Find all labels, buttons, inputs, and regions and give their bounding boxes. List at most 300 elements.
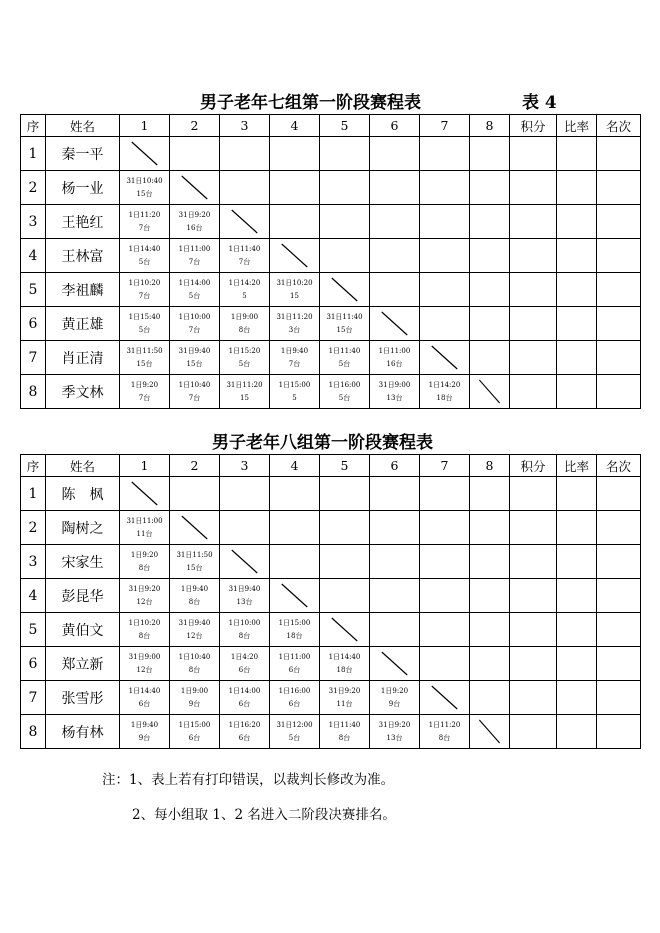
match-cell	[320, 205, 370, 239]
match-cell	[370, 375, 420, 409]
player-name: 张雪彤	[46, 681, 120, 715]
match-cell	[470, 477, 510, 511]
match-cell	[220, 307, 270, 341]
match-table-no: 8台	[238, 632, 251, 640]
match-cell	[220, 273, 270, 307]
match-table-no: 18台	[286, 632, 303, 640]
match-cell	[320, 137, 370, 171]
match-table-no: 12台	[136, 666, 153, 674]
diagonal-slash-icon	[270, 579, 319, 612]
diagonal-slash-icon	[120, 137, 169, 170]
player-seq: 8	[21, 375, 46, 409]
match-table-no: 8台	[238, 326, 251, 334]
player-seq: 4	[21, 239, 46, 273]
match-cell	[420, 647, 470, 681]
player-name: 黄正雄	[46, 307, 120, 341]
ratio-cell	[557, 307, 597, 341]
ratio-cell	[557, 273, 597, 307]
match-cell	[320, 681, 370, 715]
self-match-cell	[270, 579, 320, 613]
match-table-no: 15台	[336, 326, 353, 334]
match-cell	[270, 341, 320, 375]
player-seq: 2	[21, 171, 46, 205]
ratio-cell	[557, 171, 597, 205]
player-name: 秦一平	[46, 137, 120, 171]
player-name: 陶树之	[46, 511, 120, 545]
match-table-no: 5	[242, 292, 247, 300]
player-seq: 1	[21, 477, 46, 511]
match-cell	[370, 477, 420, 511]
player-name: 宋家生	[46, 545, 120, 579]
match-table-no: 7台	[288, 360, 301, 368]
match-cell	[170, 239, 220, 273]
points-cell	[510, 715, 557, 749]
match-cell	[220, 511, 270, 545]
player-name: 黄伯文	[46, 613, 120, 647]
note-line: 注：1、表上若有打印错误，以裁判长修改为准。	[102, 772, 395, 788]
match-cell	[220, 613, 270, 647]
table-tag: 表 4	[522, 93, 557, 113]
match-table-no: 8台	[188, 666, 201, 674]
match-time: 31日10:20	[276, 279, 313, 287]
table-row	[21, 715, 641, 749]
match-cell	[420, 307, 470, 341]
match-time: 1日15:00	[278, 381, 311, 389]
points-cell	[510, 239, 557, 273]
match-table-no: 16台	[386, 360, 403, 368]
points-cell	[510, 613, 557, 647]
match-cell	[370, 545, 420, 579]
match-cell	[120, 205, 170, 239]
player-name: 王艳红	[46, 205, 120, 239]
table-row	[21, 681, 641, 715]
table-title-row	[0, 88, 660, 112]
match-cell	[470, 681, 510, 715]
match-time: 31日11:20	[226, 381, 263, 389]
match-time: 1日14:00	[228, 687, 261, 695]
match-time: 1日9:40	[130, 721, 159, 729]
match-table-no: 15台	[186, 564, 203, 572]
column-header-c5: 5	[320, 455, 370, 477]
rank-cell	[597, 137, 641, 171]
match-table-no: 7台	[238, 258, 251, 266]
match-time: 1日9:20	[380, 687, 409, 695]
diagonal-slash-icon	[120, 477, 169, 510]
self-match-cell	[420, 681, 470, 715]
ratio-cell	[557, 647, 597, 681]
column-header-points: 积分	[510, 115, 557, 137]
diagonal-slash-icon	[320, 613, 369, 646]
self-match-cell	[320, 273, 370, 307]
match-cell	[320, 545, 370, 579]
diagonal-slash-icon	[220, 205, 269, 238]
match-cell	[270, 545, 320, 579]
header-row	[21, 455, 641, 477]
match-cell	[420, 273, 470, 307]
column-header-c4: 4	[270, 115, 320, 137]
table-row	[21, 273, 641, 307]
match-cell	[420, 239, 470, 273]
match-cell	[470, 205, 510, 239]
match-cell	[220, 171, 270, 205]
match-cell	[170, 545, 220, 579]
match-cell	[270, 511, 320, 545]
match-time: 1日11:40	[328, 721, 361, 729]
table-row	[21, 477, 641, 511]
table-row	[21, 511, 641, 545]
schedule-table	[20, 454, 641, 749]
player-seq: 5	[21, 613, 46, 647]
match-cell	[220, 137, 270, 171]
match-time: 31日9:20	[378, 721, 411, 729]
player-name: 杨一业	[46, 171, 120, 205]
match-table-no: 6台	[188, 734, 201, 742]
match-cell	[370, 137, 420, 171]
column-header-seq: 序	[21, 455, 46, 477]
points-cell	[510, 137, 557, 171]
match-cell	[370, 715, 420, 749]
match-cell	[320, 511, 370, 545]
table-row	[21, 205, 641, 239]
table-title: 男子老年八组第一阶段赛程表	[212, 433, 433, 453]
column-header-seq: 序	[21, 115, 46, 137]
match-cell	[170, 579, 220, 613]
match-cell	[270, 477, 320, 511]
ratio-cell	[557, 205, 597, 239]
match-cell	[420, 375, 470, 409]
match-time: 1日14:40	[128, 245, 161, 253]
rank-cell	[597, 239, 641, 273]
player-seq: 3	[21, 205, 46, 239]
rank-cell	[597, 579, 641, 613]
rank-cell	[597, 647, 641, 681]
match-cell	[470, 171, 510, 205]
match-time: 1日9:00	[230, 313, 259, 321]
match-table-no: 15台	[136, 360, 153, 368]
column-header-c3: 3	[220, 115, 270, 137]
ratio-cell	[557, 715, 597, 749]
match-time: 1日11:20	[428, 721, 461, 729]
match-time: 1日4:20	[230, 653, 259, 661]
match-cell	[420, 137, 470, 171]
column-header-c1: 1	[120, 455, 170, 477]
points-cell	[510, 477, 557, 511]
match-table-no: 15台	[186, 360, 203, 368]
match-table-no: 6台	[288, 666, 301, 674]
table-row	[21, 545, 641, 579]
column-header-c2: 2	[170, 455, 220, 477]
match-table-no: 8台	[438, 734, 451, 742]
table-row	[21, 137, 641, 171]
match-cell	[270, 137, 320, 171]
ratio-cell	[557, 477, 597, 511]
match-time: 31日11:20	[276, 313, 313, 321]
match-cell	[420, 545, 470, 579]
match-cell	[120, 375, 170, 409]
match-table-no: 13台	[386, 394, 403, 402]
match-table-no: 5台	[138, 258, 151, 266]
column-header-c7: 7	[420, 115, 470, 137]
match-cell	[370, 613, 420, 647]
match-cell	[420, 205, 470, 239]
match-time: 1日15:00	[278, 619, 311, 627]
match-cell	[320, 239, 370, 273]
match-cell	[220, 341, 270, 375]
rank-cell	[597, 715, 641, 749]
match-cell	[470, 137, 510, 171]
diagonal-slash-icon	[220, 545, 269, 578]
match-time: 1日15:40	[128, 313, 161, 321]
match-time: 1日9:20	[130, 381, 159, 389]
points-cell	[510, 307, 557, 341]
match-time: 1日11:20	[128, 211, 161, 219]
match-table-no: 15	[290, 292, 299, 300]
match-time: 1日9:00	[180, 687, 209, 695]
match-table-no: 8台	[138, 632, 151, 640]
match-time: 31日11:50	[176, 551, 213, 559]
match-cell	[470, 613, 510, 647]
match-table-no: 6台	[238, 700, 251, 708]
match-time: 1日11:40	[228, 245, 261, 253]
table-row	[21, 613, 641, 647]
ratio-cell	[557, 137, 597, 171]
match-cell	[420, 477, 470, 511]
self-match-cell	[370, 307, 420, 341]
match-time: 1日15:00	[178, 721, 211, 729]
match-time: 1日11:00	[378, 347, 411, 355]
self-match-cell	[470, 375, 510, 409]
match-cell	[170, 613, 220, 647]
ratio-cell	[557, 681, 597, 715]
column-header-ratio: 比率	[557, 455, 597, 477]
match-cell	[470, 647, 510, 681]
diagonal-slash-icon	[370, 307, 419, 340]
match-table-no: 5台	[138, 326, 151, 334]
match-cell	[170, 137, 220, 171]
match-table-no: 5台	[188, 292, 201, 300]
points-cell	[510, 511, 557, 545]
match-cell	[220, 375, 270, 409]
column-header-c5: 5	[320, 115, 370, 137]
player-name: 杨有林	[46, 715, 120, 749]
player-seq: 6	[21, 307, 46, 341]
diagonal-slash-icon	[420, 681, 469, 714]
player-name: 彭昆华	[46, 579, 120, 613]
ratio-cell	[557, 341, 597, 375]
self-match-cell	[470, 715, 510, 749]
match-time: 31日9:00	[128, 653, 161, 661]
match-time: 1日16:20	[228, 721, 261, 729]
match-cell	[120, 239, 170, 273]
column-header-c3: 3	[220, 455, 270, 477]
match-time: 1日11:00	[178, 245, 211, 253]
schedule-table	[20, 114, 641, 409]
match-time: 1日14:40	[328, 653, 361, 661]
match-time: 31日9:40	[178, 347, 211, 355]
match-cell	[470, 545, 510, 579]
match-cell	[320, 171, 370, 205]
diagonal-slash-icon	[170, 511, 219, 544]
rank-cell	[597, 613, 641, 647]
player-name: 李祖麟	[46, 273, 120, 307]
self-match-cell	[270, 239, 320, 273]
match-cell	[270, 715, 320, 749]
column-header-ratio: 比率	[557, 115, 597, 137]
match-cell	[270, 171, 320, 205]
player-seq: 2	[21, 511, 46, 545]
match-time: 1日9:40	[280, 347, 309, 355]
ratio-cell	[557, 511, 597, 545]
match-table-no: 8台	[188, 598, 201, 606]
match-table-no: 7台	[138, 292, 151, 300]
rank-cell	[597, 273, 641, 307]
match-table-no: 6台	[288, 700, 301, 708]
ratio-cell	[557, 579, 597, 613]
column-header-c6: 6	[370, 115, 420, 137]
match-cell	[120, 273, 170, 307]
diagonal-slash-icon	[370, 647, 419, 680]
match-table-no: 8台	[338, 734, 351, 742]
column-header-c7: 7	[420, 455, 470, 477]
match-cell	[170, 681, 220, 715]
match-cell	[270, 205, 320, 239]
match-cell	[370, 273, 420, 307]
match-cell	[370, 511, 420, 545]
column-header-rank: 名次	[597, 115, 641, 137]
table-title-row	[0, 428, 660, 452]
table-row	[21, 375, 641, 409]
match-time: 1日14:20	[428, 381, 461, 389]
match-cell	[220, 715, 270, 749]
match-time: 31日12:00	[276, 721, 313, 729]
match-table-no: 7台	[188, 258, 201, 266]
match-cell	[470, 307, 510, 341]
match-cell	[120, 647, 170, 681]
match-cell	[470, 579, 510, 613]
match-cell	[470, 341, 510, 375]
match-time: 1日14:20	[228, 279, 261, 287]
match-table-no: 9台	[388, 700, 401, 708]
match-table-no: 9台	[188, 700, 201, 708]
match-time: 1日11:40	[328, 347, 361, 355]
match-time: 31日11:00	[126, 517, 163, 525]
self-match-cell	[320, 613, 370, 647]
table-title: 男子老年七组第一阶段赛程表	[200, 93, 421, 113]
table-row	[21, 239, 641, 273]
match-table-no: 18台	[336, 666, 353, 674]
match-time: 1日9:20	[130, 551, 159, 559]
column-header-c6: 6	[370, 455, 420, 477]
points-cell	[510, 205, 557, 239]
match-table-no: 7台	[138, 224, 151, 232]
match-time: 1日15:20	[228, 347, 261, 355]
player-name: 郑立新	[46, 647, 120, 681]
match-table-no: 5台	[238, 360, 251, 368]
self-match-cell	[120, 477, 170, 511]
player-name: 肖正清	[46, 341, 120, 375]
match-cell	[470, 273, 510, 307]
match-cell	[220, 579, 270, 613]
match-cell	[120, 511, 170, 545]
diagonal-slash-icon	[420, 341, 469, 374]
match-cell	[170, 477, 220, 511]
match-cell	[470, 239, 510, 273]
match-table-no: 5台	[338, 360, 351, 368]
match-time: 1日10:00	[228, 619, 261, 627]
player-seq: 3	[21, 545, 46, 579]
rank-cell	[597, 511, 641, 545]
match-table-no: 3台	[288, 326, 301, 334]
ratio-cell	[557, 613, 597, 647]
match-cell	[170, 307, 220, 341]
match-table-no: 5	[292, 394, 297, 402]
match-table-no: 7台	[138, 394, 151, 402]
points-cell	[510, 579, 557, 613]
self-match-cell	[120, 137, 170, 171]
match-time: 31日9:00	[378, 381, 411, 389]
table-row	[21, 579, 641, 613]
match-cell	[120, 681, 170, 715]
match-table-no: 12台	[136, 598, 153, 606]
player-seq: 7	[21, 681, 46, 715]
rank-cell	[597, 681, 641, 715]
match-cell	[270, 375, 320, 409]
match-table-no: 6台	[138, 700, 151, 708]
self-match-cell	[220, 205, 270, 239]
rank-cell	[597, 477, 641, 511]
match-cell	[370, 239, 420, 273]
match-time: 1日14:40	[128, 687, 161, 695]
match-cell	[370, 681, 420, 715]
diagonal-slash-icon	[320, 273, 369, 306]
diagonal-slash-icon	[470, 715, 509, 748]
match-cell	[220, 681, 270, 715]
match-time: 1日16:00	[328, 381, 361, 389]
table-row	[21, 307, 641, 341]
match-table-no: 11台	[136, 530, 153, 538]
column-header-c1: 1	[120, 115, 170, 137]
points-cell	[510, 171, 557, 205]
match-cell	[270, 681, 320, 715]
match-cell	[420, 613, 470, 647]
match-cell	[120, 171, 170, 205]
column-header-c4: 4	[270, 455, 320, 477]
match-table-no: 9台	[138, 734, 151, 742]
match-table-no: 11台	[336, 700, 353, 708]
player-seq: 6	[21, 647, 46, 681]
match-cell	[120, 579, 170, 613]
match-cell	[320, 307, 370, 341]
match-time: 31日11:50	[126, 347, 163, 355]
match-time: 1日16:00	[278, 687, 311, 695]
match-cell	[370, 205, 420, 239]
match-cell	[470, 511, 510, 545]
player-name: 季文林	[46, 375, 120, 409]
diagonal-slash-icon	[270, 239, 319, 272]
match-table-no: 15台	[136, 190, 153, 198]
match-cell	[320, 715, 370, 749]
header-row	[21, 115, 641, 137]
match-time: 1日10:00	[178, 313, 211, 321]
match-cell	[170, 273, 220, 307]
points-cell	[510, 375, 557, 409]
match-table-no: 6台	[238, 666, 251, 674]
match-time: 1日10:20	[128, 279, 161, 287]
column-header-c8: 8	[470, 455, 510, 477]
self-match-cell	[220, 545, 270, 579]
match-time: 1日14:00	[178, 279, 211, 287]
match-time: 31日9:20	[128, 585, 161, 593]
